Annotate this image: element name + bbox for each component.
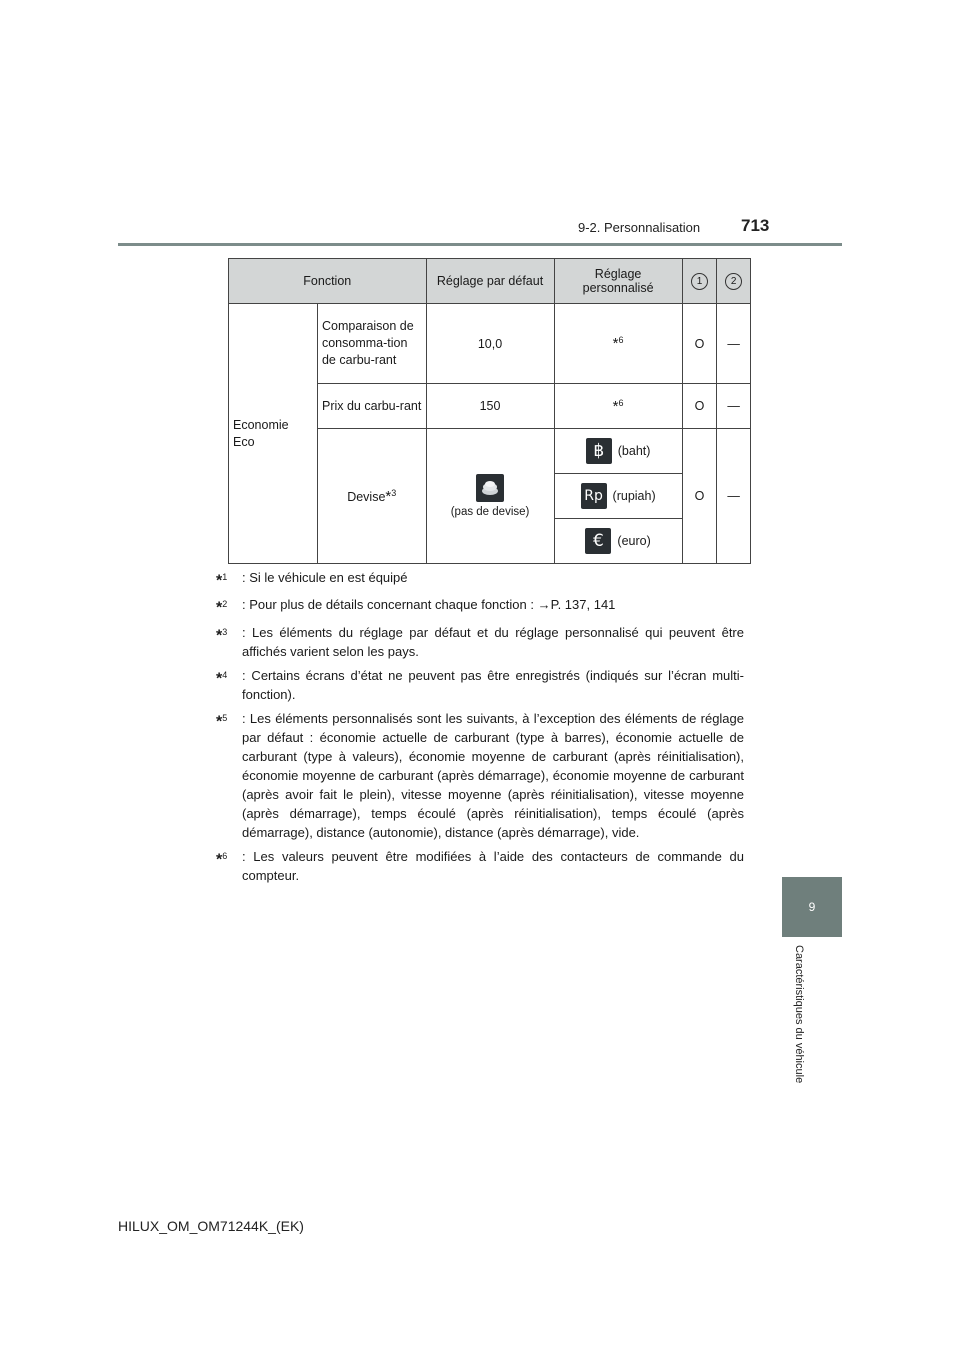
- row1-sub: Comparaison de consomma-tion de carbu-rant: [317, 304, 426, 384]
- row2-sub: Prix du carbu-rant: [317, 384, 426, 429]
- row1-star: *: [612, 335, 619, 352]
- header-rule: [118, 243, 842, 246]
- row3-default: [426, 429, 554, 564]
- footnote-number: 5: [222, 712, 228, 723]
- footnote-star: *: [216, 599, 223, 617]
- circled-2: 2: [725, 273, 742, 290]
- footnote-number: 2: [222, 599, 228, 610]
- currency-option: [554, 519, 682, 564]
- footnote-star: *: [216, 626, 223, 644]
- page-number: 713: [741, 216, 770, 235]
- row3-sub: [317, 429, 426, 564]
- row1-default: 10,0: [426, 304, 554, 384]
- currency-label: (euro): [617, 534, 651, 548]
- footnote-list: [216, 568, 744, 890]
- footnote-star: *: [216, 572, 223, 590]
- row3-c2: —: [717, 429, 751, 564]
- footnote-star: *: [216, 850, 223, 868]
- document-code: HILUX_OM_OM71244K_(EK): [118, 1218, 304, 1234]
- row2-custom: [554, 384, 682, 429]
- row1-c2: —: [717, 304, 751, 384]
- footnote-number: 3: [222, 626, 228, 637]
- settings-table: [228, 258, 751, 564]
- chapter-tab: [782, 877, 842, 937]
- header-default: Réglage par défaut: [426, 259, 554, 304]
- row2-note: 6: [618, 397, 624, 408]
- footnote: [216, 709, 744, 842]
- row2-c1: O: [682, 384, 717, 429]
- header-custom: Réglage personnalisé: [554, 259, 682, 304]
- footnote-number: 1: [222, 572, 228, 582]
- footnote: [216, 666, 744, 704]
- currency-label: (baht): [617, 444, 651, 458]
- circled-1: 1: [691, 273, 708, 290]
- row3-c1: O: [682, 429, 717, 564]
- footnote-text: : Certains écrans d’état ne peuvent pas être enregistrés (indiqués sur l’écran multi-fonction).: [242, 667, 744, 702]
- no-currency-label: (pas de devise): [450, 506, 530, 518]
- footnote-text: : Pour plus de détails concernant chaque fonction : →P. 137, 141: [242, 597, 616, 613]
- row1-custom: [554, 304, 682, 384]
- row2-default: 150: [426, 384, 554, 429]
- footnote-text: : Les valeurs peuvent être modifiées à l’aide des contacteurs de commande du compteur.: [242, 848, 744, 883]
- row3-note: 3: [391, 487, 397, 498]
- footnote: [216, 595, 744, 617]
- no-currency-icon: [476, 474, 504, 502]
- footnote: [216, 847, 744, 885]
- group-line-1: Economie: [233, 417, 289, 432]
- currency-option: [554, 429, 682, 474]
- chapter-label: Caractéristiques du véhicule: [793, 945, 805, 1084]
- header-col-1: [682, 259, 717, 304]
- table-row: [229, 304, 751, 384]
- section-title: 9-2. Personnalisation: [578, 220, 701, 235]
- group-line-2: Eco: [233, 434, 255, 449]
- footnote: [216, 623, 744, 661]
- row2-star: *: [612, 397, 619, 415]
- group-cell: [229, 304, 318, 564]
- rupiah-icon: Rp: [581, 483, 607, 509]
- row1-note: 6: [618, 335, 624, 345]
- currency-option: [554, 474, 682, 519]
- footnote-star: *: [216, 712, 223, 730]
- footnote-text: : Les éléments personnalisés sont les suivants, à l’exception des éléments de réglage par défaut : économie actuelle de carburant (type à barres), économie actuelle de carburant (type à valeurs), économie moyenne de carburant (après réinitialisation), économie moyenne de carburant (après démarrage), économie moyenne de carburant (après avoir fait le plein), vitesse moyenne (après réinitialisation), vitesse moyenne (après démarrage), temps écoulé (après réinitialisation), temps écoulé (après démarrage), distance (autonomie), distance (après démarrage), vide.: [242, 710, 744, 840]
- currency-label: (rupiah): [612, 489, 656, 503]
- row3-star: *: [385, 487, 392, 505]
- footnote-text: : Si le véhicule en est équipé: [242, 570, 408, 585]
- row1-c1: O: [682, 304, 717, 384]
- row3-sub-text: Devise: [347, 489, 386, 504]
- footnote-number: 6: [222, 850, 228, 861]
- footnote-text: : Les éléments du réglage par défaut et du réglage personnalisé qui peuvent être affichés varient selon les pays.: [242, 624, 744, 659]
- baht-icon: ฿: [586, 438, 612, 464]
- table-header-row: [229, 259, 751, 304]
- euro-icon: €: [585, 528, 611, 554]
- footnote-number: 4: [222, 669, 228, 680]
- header-fonction: Fonction: [229, 259, 427, 304]
- row2-c2: —: [717, 384, 751, 429]
- footnote-star: *: [216, 669, 223, 687]
- chapter-number: 9: [808, 900, 816, 914]
- footnote: [216, 568, 744, 590]
- header-col-2: [717, 259, 751, 304]
